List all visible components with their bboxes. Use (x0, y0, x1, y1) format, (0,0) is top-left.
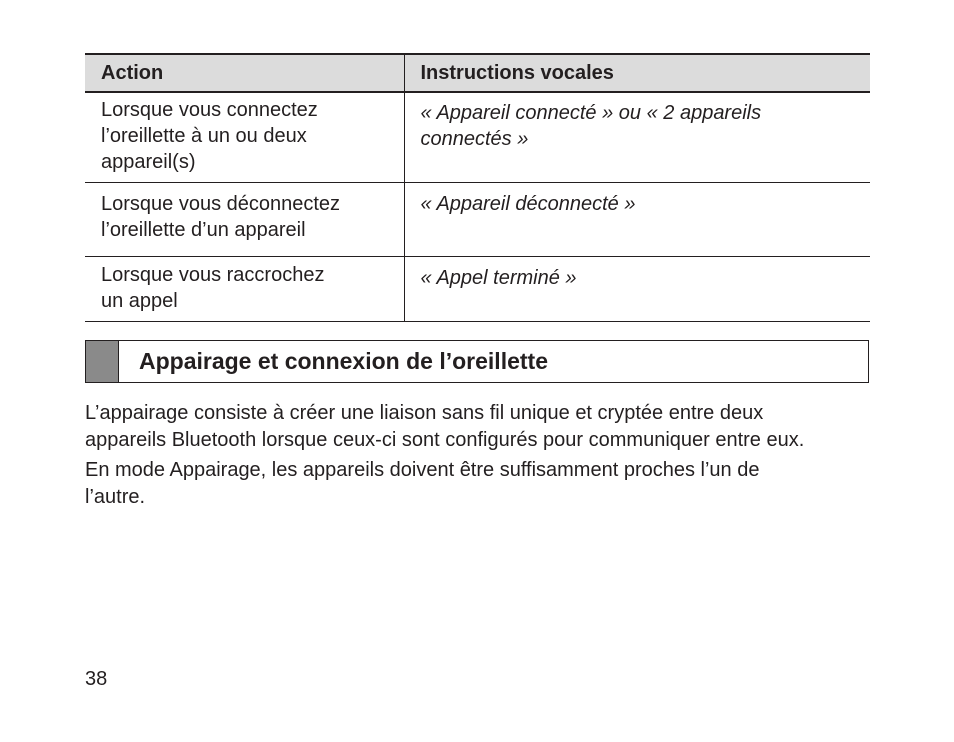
action-text-line: Lorsque vous déconnectez (101, 193, 341, 215)
section-title: Appairage et connexion de l’oreillette (139, 348, 548, 374)
body-text (85, 400, 875, 514)
voice-instruction-cell (404, 92, 870, 183)
paragraph (85, 400, 875, 454)
table-row (85, 257, 870, 322)
paragraph (85, 457, 875, 511)
paragraph-line: L’appairage consiste à créer une liaison sans fil unique et cryptée entre deux (85, 402, 764, 424)
column-header-action: Action (85, 54, 404, 92)
paragraph-line: l’autre. (85, 486, 146, 508)
paragraph-line: En mode Appairage, les appareils doivent être suffisamment proches l’un de (85, 459, 760, 481)
page-number: 38 (85, 668, 108, 690)
voice-text-line: « Appareil déconnecté » (420, 193, 636, 215)
table-header-row (85, 54, 870, 92)
action-text-line: l’oreillette à un ou deux (101, 125, 307, 147)
column-header-voice-instructions: Instructions vocales (404, 54, 870, 92)
section-marker (86, 341, 119, 382)
action-text-line: appareil(s) (101, 151, 196, 173)
voice-text-line: « Appel terminé » (420, 267, 577, 289)
voice-instructions-table (85, 53, 870, 322)
action-cell (85, 92, 404, 183)
voice-text-line: connectés » (420, 128, 529, 150)
action-text-line: l’oreillette d’un appareil (101, 219, 306, 241)
voice-instruction-cell (404, 257, 870, 322)
action-text-line: un appel (101, 290, 178, 312)
action-text-line: Lorsque vous raccrochez (101, 264, 325, 286)
paragraph-line: appareils Bluetooth lorsque ceux-ci sont configurés pour communiquer entre eux. (85, 429, 805, 451)
voice-instruction-cell (404, 183, 870, 257)
table-row (85, 92, 870, 183)
section-heading (85, 340, 869, 383)
voice-text-line: « Appareil connecté » ou « 2 appareils (420, 102, 762, 124)
action-cell (85, 183, 404, 257)
voice-instructions-table-container (85, 53, 870, 322)
action-text-line: Lorsque vous connectez (101, 99, 318, 121)
table-row (85, 183, 870, 257)
action-cell (85, 257, 404, 322)
